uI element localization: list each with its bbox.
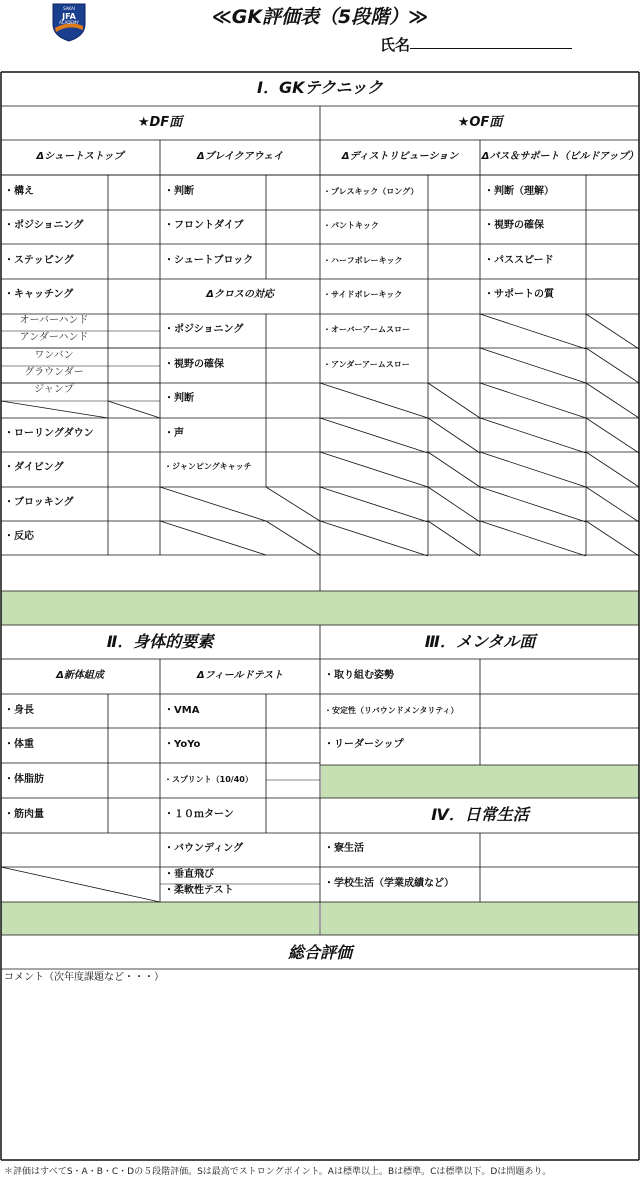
grid-line	[320, 383, 428, 418]
item-shot-block: ・シュートブロック	[164, 255, 254, 266]
item-blocking: ・ブロッキング	[4, 497, 74, 508]
item-one-bounce: ワンバン	[34, 350, 74, 361]
df-header: ★DF面	[137, 115, 183, 130]
summary-title: 総合評価	[287, 943, 352, 962]
grid-line	[108, 401, 160, 418]
grid-line	[586, 314, 639, 349]
grid-line	[480, 383, 586, 418]
item-positioning: ・ポジショニング	[4, 220, 84, 231]
item-overarm-throw: ・オーバーアームスロー	[323, 325, 410, 334]
item-school-life: ・学校生活（学業成績など）	[324, 878, 454, 889]
grid-line	[480, 487, 586, 522]
svg-text:SAKAI: SAKAI	[63, 6, 75, 11]
grid-line	[480, 348, 586, 383]
item-cross-vision: ・視野の確保	[164, 359, 224, 370]
item-vma: ・VMA	[164, 705, 200, 716]
item-cross-voice: ・声	[164, 428, 184, 439]
grid-line	[1, 867, 160, 902]
comment-area[interactable]	[2, 988, 638, 1160]
grid-line	[320, 418, 428, 453]
grid-line	[586, 487, 639, 522]
item-side-volley: ・サイドボレーキック	[323, 290, 403, 299]
item-stance: ・構え	[4, 186, 34, 197]
pass-support-header: Δパス＆サポート（ビルドアップ）	[481, 151, 639, 162]
item-weight: ・体重	[4, 739, 34, 750]
section-2-title: Ⅱ．身体的要素	[106, 632, 214, 651]
item-cross-judgement: ・判断	[164, 393, 194, 404]
item-stepping: ・ステッピング	[4, 255, 74, 266]
grid-line	[586, 521, 639, 556]
grid-line	[160, 487, 266, 521]
item-leadership: ・リーダーシップ	[324, 739, 404, 750]
page-title: ≪GK評価表（5段階）≫	[211, 6, 429, 28]
grid-line	[160, 521, 266, 555]
item-pass-judgement: ・判断（理解）	[484, 186, 554, 197]
item-jumping-catch: ・ジャンピングキャッチ	[164, 462, 252, 471]
grid-line	[320, 487, 428, 522]
svg-text:ACADEMY: ACADEMY	[59, 20, 79, 25]
item-reaction: ・反応	[4, 531, 34, 542]
score-band	[321, 765, 639, 798]
grid-line	[320, 452, 428, 487]
item-underarm-throw: ・アンダーアームスロー	[323, 360, 410, 369]
svg-text:JFA: JFA	[62, 12, 76, 21]
item-front-dive: ・フロントダイブ	[164, 220, 244, 231]
score-band	[1, 902, 319, 935]
grid-line	[480, 314, 586, 349]
item-attitude: ・取り組む姿勢	[324, 670, 394, 681]
item-punt-kick: ・パントキック	[323, 221, 379, 230]
grid-line	[480, 418, 586, 453]
item-overhand: オーバーハンド	[19, 315, 89, 326]
score-band	[1, 591, 639, 625]
item-flexibility: ・柔軟性テスト	[164, 885, 234, 896]
item-bounding: ・バウンディング	[164, 843, 243, 854]
item-press-kick: ・プレスキック（ロング）	[323, 187, 419, 196]
grid-line	[266, 487, 320, 521]
grid-line	[586, 418, 639, 453]
grid-line	[428, 487, 480, 522]
item-diving: ・ダイビング	[4, 462, 64, 473]
grid-line	[428, 418, 480, 453]
cross-header: Δクロスの対応	[206, 289, 274, 300]
grid-line	[586, 452, 639, 487]
section-1-title: Ⅰ．GKテクニック	[257, 78, 383, 97]
section-3-title: Ⅲ．メンタル面	[424, 632, 536, 651]
grid-line	[586, 383, 639, 418]
item-underhand: アンダーハンド	[19, 332, 89, 343]
shot-stop-header: Δシュートストップ	[36, 151, 124, 162]
grid-line	[428, 452, 480, 487]
grid-line	[428, 383, 480, 418]
grid-line	[266, 521, 320, 555]
item-pass-speed: ・パススピード	[484, 255, 554, 266]
item-half-volley: ・ハーフボレーキック	[323, 256, 403, 265]
name-label: 氏名	[380, 36, 411, 54]
grid-line	[428, 521, 480, 556]
section-4-title: Ⅳ．日常生活	[431, 805, 529, 824]
field-test-header: Δフィールドテスト	[196, 670, 284, 681]
grid-line	[320, 521, 428, 556]
grid-line	[480, 521, 586, 556]
item-sprint: ・スプリント（10/40）	[164, 775, 253, 784]
grid-line	[1, 401, 108, 418]
item-judgement: ・判断	[164, 186, 194, 197]
item-stability: ・安定性（リバウンドメンタリティ）	[324, 706, 459, 715]
distribution-header: Δディストリビューション	[341, 151, 459, 162]
grid-line	[586, 348, 639, 383]
item-muscle: ・筋肉量	[4, 809, 44, 820]
item-grounder: グラウンダー	[24, 367, 84, 378]
item-body-fat: ・体脂肪	[4, 774, 44, 785]
comment-label: コメント（次年度課題など・・・）	[4, 972, 164, 983]
item-cross-positioning: ・ポジショニング	[164, 324, 244, 335]
item-vertical-jump: ・垂直飛び	[164, 869, 214, 880]
item-dorm-life: ・寮生活	[324, 843, 364, 854]
footnote: ＊評価はすべてS・A・B・C・Dの５段階評価。Sは最高でストロングポイント。Aは標準以上。Bは標準。Cは標準以下。Dは問題あり。	[4, 1167, 552, 1177]
item-height: ・身長	[4, 705, 34, 716]
item-pass-vision: ・視野の確保	[484, 220, 544, 231]
item-catching: ・キャッチング	[4, 289, 74, 300]
breakaway-header: Δブレイクアウェイ	[196, 151, 284, 162]
item-rolling-down: ・ローリングダウン	[4, 428, 94, 439]
score-band	[321, 902, 639, 935]
body-comp-header: Δ新体組成	[56, 670, 104, 681]
grid-line	[480, 452, 586, 487]
of-header: ★OF面	[457, 115, 503, 130]
item-support-quality: ・サポートの質	[484, 289, 554, 300]
item-10m-turn: ・１０ｍターン	[164, 809, 234, 820]
item-jump: ジャンプ	[34, 384, 74, 395]
item-yoyo: ・YoYo	[164, 739, 201, 750]
